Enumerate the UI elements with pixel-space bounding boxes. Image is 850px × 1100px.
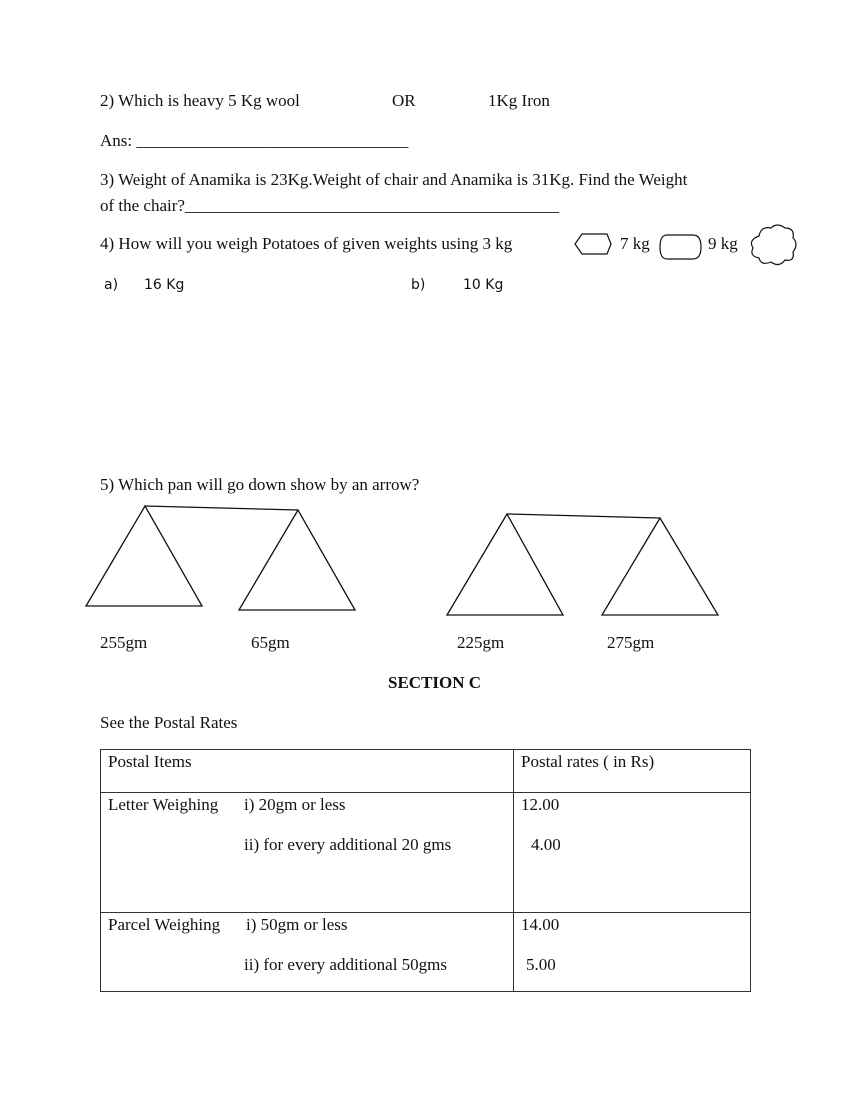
q3-line-1: 3) Weight of Anamika is 23Kg.Weight of chair and Anamika is 31Kg. Find the Weight — [100, 170, 688, 189]
letter-rate-2: 4.00 — [531, 835, 561, 854]
balance-scale-1 — [86, 506, 355, 610]
table-header-row — [101, 750, 751, 793]
letter-rule-2: ii) for every additional 20 gms — [244, 835, 452, 854]
parcel-rate-1: 14.00 — [521, 915, 560, 934]
table-row — [101, 793, 751, 913]
q4-part-a-label: a) — [104, 277, 119, 293]
header-postal-items: Postal Items — [101, 750, 514, 793]
scale-1-right-weight: 65gm — [251, 633, 290, 652]
q5-question: 5) Which pan will go down show by an arrow? — [100, 475, 420, 494]
parcel-rule-2: ii) for every additional 50gms — [244, 955, 448, 974]
q2-question: 2) Which is heavy 5 Kg wool — [100, 91, 300, 110]
parcel-rates-cell — [514, 913, 751, 992]
postal-rates-intro: See the Postal Rates — [100, 713, 238, 732]
q3-line-2: of the chair?____________________________________________ — [100, 196, 559, 215]
q4-part-a-value: 16 Kg — [144, 277, 185, 293]
section-c-heading: SECTION C — [388, 673, 482, 692]
parcel-weighing-title: Parcel Weighing — [108, 915, 221, 934]
q2-or: OR — [392, 91, 416, 110]
letter-rates-cell — [514, 793, 751, 913]
q2-option-b: 1Kg Iron — [488, 91, 550, 110]
scale-2-right-weight: 275gm — [607, 633, 655, 652]
scale-2-left-weight: 225gm — [457, 633, 505, 652]
postal-rates-table — [100, 749, 751, 992]
parcel-rate-2: 5.00 — [526, 955, 556, 974]
q4-weight-9: 9 kg — [708, 234, 738, 253]
scale-1-left-weight: 255gm — [100, 633, 148, 652]
letter-weighing-title: Letter Weighing — [108, 795, 219, 814]
letter-rate-1: 12.00 — [521, 795, 560, 814]
q2-answer-line: Ans: ________________________________ — [100, 131, 409, 150]
parcel-rule-1: i) 50gm or less — [246, 915, 348, 934]
q4-question: 4) How will you weigh Potatoes of given weights using 3 kg — [100, 234, 513, 253]
header-postal-rates: Postal rates ( in Rs) — [514, 750, 751, 793]
letter-rule-1: i) 20gm or less — [244, 795, 346, 814]
q4-part-b-label: b) — [411, 277, 426, 293]
balance-scale-2 — [447, 514, 718, 615]
table-row — [101, 913, 751, 992]
q4-weight-7: 7 kg — [620, 234, 650, 253]
q4-part-b-value: 10 Kg — [463, 277, 504, 293]
letter-weighing-cell — [101, 793, 514, 913]
parcel-weighing-cell — [101, 913, 514, 992]
